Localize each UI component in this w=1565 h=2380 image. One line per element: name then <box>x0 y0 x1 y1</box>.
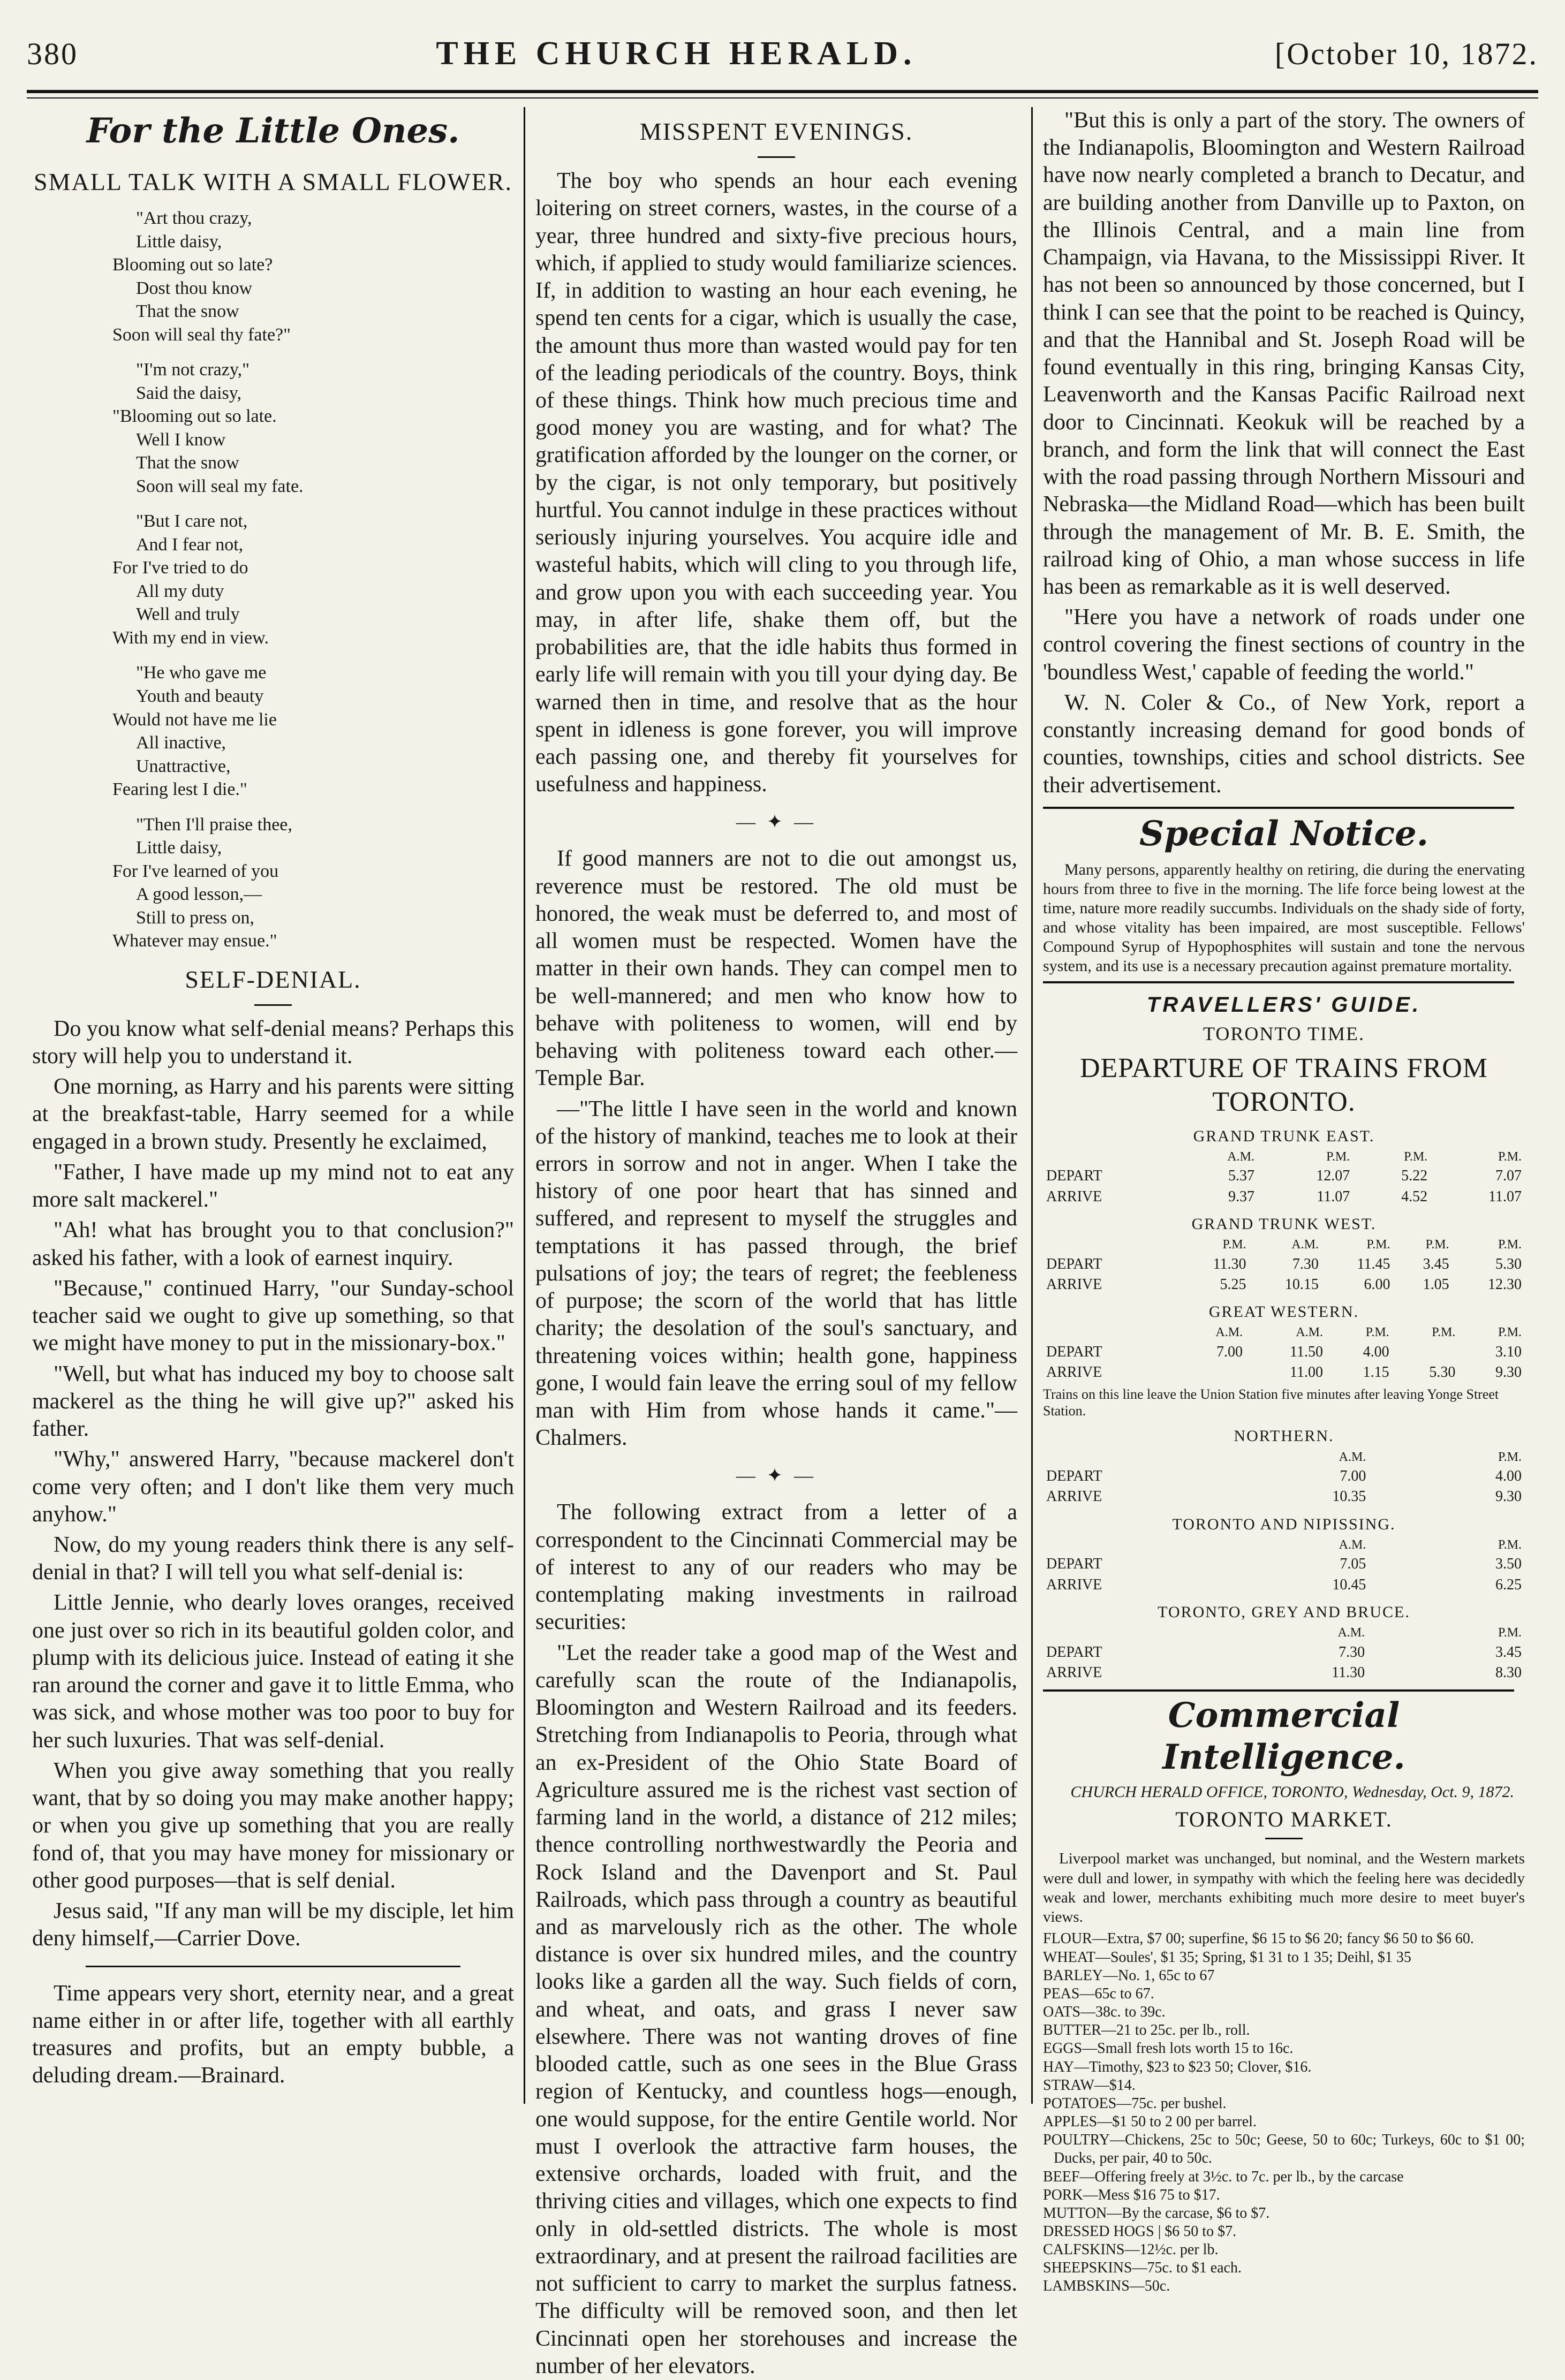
list-item: POULTRY—Chickens, 25c to 50c; Geese, 50 to 60c; Turkeys, 60c to $1 00; Ducks, per pair, 40 to 50c. <box>1043 2132 1525 2167</box>
time-cell: 7.30 <box>1339 1643 1365 1661</box>
timetable <box>1043 1236 1525 1295</box>
poem-line: "Art thou crazy, <box>136 208 252 229</box>
poem-line: Whatever may ensue." <box>112 931 277 951</box>
row-label: DEPART <box>1046 1255 1102 1272</box>
list-item: STRAW—$14. <box>1043 2076 1136 2094</box>
poem-line: Fearing lest I die." <box>112 779 247 800</box>
poem-line: And I fear not, <box>136 534 244 555</box>
article-paragraph: The following extract from a letter of a correspondent to the Cincinnati Commercial may be of interest to any of our readers who may be contemplating making investments in railroad securities: <box>535 1500 1017 1635</box>
poem-line: Soon will seal thy fate?" <box>112 324 291 345</box>
article-title-self-denial: SELF-DENIAL. <box>185 965 361 993</box>
table-row <box>1043 1275 1525 1295</box>
closing-quote: Time appears very short, eternity near, and a great name either in or after life, together with all earthly treasures and profits, but an empty bubble, a deluding dream.—Brainard. <box>32 1981 514 2088</box>
poem-line: Still to press on, <box>136 907 255 928</box>
time-header: P.M. <box>1222 1238 1246 1252</box>
time-header: P.M. <box>1498 1450 1522 1464</box>
market-title: TORONTO MARKET. <box>1175 1807 1393 1831</box>
railway-name: GRAND TRUNK WEST. <box>1191 1215 1377 1233</box>
list-item: WHEAT—Soules', $1 35; Spring, $1 31 to 1 35; Deihl, $1 35 <box>1043 1949 1411 1966</box>
column-1 <box>32 107 514 2104</box>
time-cell: 9.37 <box>1228 1188 1254 1205</box>
timetable-grand-trunk-west <box>1043 1215 1525 1295</box>
title-rule <box>254 1004 292 1006</box>
article-paragraph: Now, do my young readers think there is any self-denial in that? I will tell you what self-denial is: <box>32 1532 514 1585</box>
list-item: DRESSED HOGS | $6 50 to $7. <box>1043 2223 1237 2240</box>
table-row <box>1043 1187 1525 1207</box>
section-rule <box>1043 981 1514 983</box>
article-paragraph: When you give away something that you really want, that by so doing you may make another happy; or when you give up something that you are really fond of, that you may have money for missionary or other good purposes—that is self denial. <box>32 1758 514 1893</box>
poem-line: Blooming out so late? <box>112 255 273 275</box>
row-label: DEPART <box>1046 1468 1102 1485</box>
special-notice <box>1043 860 1525 976</box>
list-item: POTATOES—75c. per bushel. <box>1043 2095 1227 2112</box>
table-row <box>1043 1362 1525 1383</box>
list-item: BEEF—Offering freely at 3½c. to 7c. per lb., by the carcase <box>1043 2168 1404 2185</box>
ornament-divider: — ✦ — <box>736 810 817 832</box>
timetable <box>1043 1148 1525 1207</box>
market-intro: Liverpool market was unchanged, but nominal, and the Western markets were dull and lower, in sympathy with which the feeling here was decidedly weak and lower, merchants exhibiting much more desire to meet buyer's views. <box>1043 1850 1525 1926</box>
time-cell: 8.30 <box>1495 1664 1522 1681</box>
row-label: DEPART <box>1046 1643 1102 1661</box>
list-item: EGGS—Small fresh lots worth 15 to 16c. <box>1043 2040 1294 2057</box>
poem-stanza <box>112 813 514 953</box>
masthead-rule <box>27 90 1538 93</box>
time-cell: 12.07 <box>1316 1168 1350 1185</box>
article-paragraph: The boy who spends an hour each evening loitering on street corners, wastes, in the course of a year, three hundred and sixty-five precious hours, which, if applied to study would familiarize sciences. If, in addition to wasting an hour each evening, he spend ten cents for a cigar, which is usually the case, the amount thus more than wasted would pay for ten of the leading periodicals of the country. Boys, think of these things. Think how much precious time and good money you are wasting, and for what? The gratification afforded by the lounger on the corner, or by the cigar, is not only temporary, but positively hurtful. You cannot indulge in these practices without seriously injuring yourselves. You acquire idle and wasteful habits, which will cling to you through life, and grow upon you with each succeeding year. You may, in after life, shake them off, but the probabilities are, that the idle habits thus formed in early life will remain with you till your dying day. Be warned then in time, and resolve that as the hour spent in idleness is gone forever, you will improve each passing one, and thereby fit yourselves for usefulness and happiness. <box>535 169 1017 797</box>
list-item: BUTTER—21 to 25c. per lb., roll. <box>1043 2022 1250 2039</box>
time-cell: 1.05 <box>1423 1276 1449 1293</box>
railway-name: TORONTO, GREY AND BRUCE. <box>1158 1603 1410 1621</box>
time-cell: 5.22 <box>1401 1168 1428 1185</box>
time-header: P.M. <box>1404 1150 1428 1164</box>
table-row <box>1043 1166 1525 1186</box>
poem-line: Soon will seal my fate. <box>136 476 304 496</box>
list-item: BARLEY—No. 1, 65c to 67 <box>1043 1967 1215 1984</box>
article-paragraph: One morning, as Harry and his parents were sitting at the breakfast-table, Harry seemed for a while engaged in a brown study. Presently he exclaimed, <box>32 1074 514 1154</box>
poem-line: A good lesson,— <box>136 884 262 905</box>
poem-stanza <box>112 661 514 801</box>
time-header: P.M. <box>1498 1238 1522 1252</box>
poem-line: Would not have me lie <box>112 709 277 730</box>
row-label: ARRIVE <box>1046 1363 1102 1381</box>
poem-line: Said the daisy, <box>136 383 242 403</box>
column-divider <box>524 107 525 2104</box>
row-label: ARRIVE <box>1046 1188 1102 1205</box>
article-paragraph: "Because," continued Harry, "our Sunday-school teacher said we ought to give up something, so that we might have money to put in the missionary-box." <box>32 1276 514 1356</box>
table-row <box>1043 1575 1525 1595</box>
poem-stanza <box>112 358 514 498</box>
time-header: A.M. <box>1337 1626 1365 1640</box>
table-row <box>1043 1487 1525 1507</box>
poem-line: "He who gave me <box>136 663 267 683</box>
poem-line: All my duty <box>136 581 224 601</box>
railway-name: GREAT WESTERN. <box>1208 1302 1359 1321</box>
article-paragraph: If good manners are not to die out amongst us, reverence must be restored. The old must be honored, the weak must be deferred to, and most of all women must be respected. Women have the matter in their own hands. They can compel men to be well-mannered; and men who know how to behave with politeness to women, will end by behaving with politeness toward each other.—Temple Bar. <box>535 846 1017 1091</box>
article-paragraph: Little Jennie, who dearly loves oranges, received one just over so rich in its beautiful golden color, and plump with its delicious juice. Instead of eating it she ran around the corner and gave it to little Emma, who was sick, and whose mother was too poor to buy for her such luxuries. That was self-denial. <box>32 1590 514 1753</box>
poem-title: SMALL TALK WITH A SMALL FLOWER. <box>34 168 512 196</box>
time-cell <box>1178 1362 1246 1383</box>
time-cell: 7.00 <box>1340 1468 1366 1485</box>
time-header: P.M. <box>1498 1626 1522 1640</box>
time-cell: 3.45 <box>1423 1255 1449 1272</box>
poem-line: That the snow <box>136 301 239 322</box>
time-header: P.M. <box>1498 1150 1522 1164</box>
issue-date: [October 10, 1872. <box>1274 36 1538 71</box>
time-cell: 11.07 <box>1488 1188 1522 1205</box>
special-notice-text: Many persons, apparently healthy on retiring, die during the enervating hours from three to five in the morning. The life force being lowest at the time, nature more readily succumbs. Individuals on the shady side of forty, and whose vitality has been impaired, are most susceptible. Fellows' Compound Syrup of Hypophosphites will sustain and tone the nervous system, and its use is a necessary precaution against premature mortality. <box>1043 860 1525 975</box>
timetable-toronto-nipissing <box>1043 1515 1525 1595</box>
time-header: A.M. <box>1339 1450 1366 1464</box>
newspaper-title: THE CHURCH HERALD. <box>436 35 917 72</box>
time-cell: 10.35 <box>1332 1488 1366 1505</box>
time-header: P.M. <box>1432 1325 1456 1340</box>
time-cell: 5.37 <box>1228 1168 1254 1185</box>
departures-title: DEPARTURE OF TRAINS FROM TORONTO. <box>1079 1052 1488 1118</box>
time-cell: 11.50 <box>1290 1343 1323 1360</box>
poem-line: Dost thou know <box>136 278 253 298</box>
timetable-grand-trunk-east <box>1043 1127 1525 1207</box>
title-rule <box>1265 1838 1303 1839</box>
time-cell: 3.45 <box>1495 1643 1522 1661</box>
article-paragraph: "Father, I have made up my mind not to eat any more salt mackerel." <box>32 1159 514 1212</box>
time-header: P.M. <box>1366 1238 1390 1252</box>
timetable-header <box>1043 1449 1525 1466</box>
travellers-guide-title: TRAVELLERS' GUIDE. <box>1146 992 1422 1017</box>
time-header: A.M. <box>1291 1238 1319 1252</box>
time-header: A.M. <box>1227 1150 1254 1164</box>
title-rule <box>758 156 795 158</box>
dateline: CHURCH HERALD OFFICE, TORONTO, Wednesday, Oct. 9, 1872. <box>1070 1783 1514 1801</box>
time-cell: 1.15 <box>1363 1363 1389 1381</box>
time-cell: 3.10 <box>1495 1343 1522 1360</box>
timetable <box>1043 1624 1525 1683</box>
timetable-header <box>1043 1324 1525 1341</box>
article-paragraph: —"The little I have seen in the world and known of the history of mankind, teaches me to look at their errors in sorrow and not in anger. When I take the history of one poor heart that has sinned and suffered, and represent to myself the struggles and temptations it has passed through, the brief pulsations of joy; the tears of regret; the feebleness of purpose; the scorn of the world that has little charity; the desolation of the soul's sanctuary, and threatening voices within; health gone, happiness gone, I would fain leave the erring soul of my fellow man with Him from whose hands it came."—Chalmers. <box>535 1096 1017 1451</box>
time-header: P.M. <box>1498 1325 1522 1340</box>
time-cell: 11.07 <box>1317 1188 1350 1205</box>
table-row <box>1043 1663 1525 1683</box>
article-paragraph: "Why," answered Harry, "because mackerel don't come very often; and I don't like them very much anyhow." <box>32 1447 514 1527</box>
article-paragraph: "But this is only a part of the story. The owners of the Indianapolis, Bloomington and Western Railroad have now nearly completed a branch to Decatur, and are building another from Danville up to Paxton, on the Illinois Central, and a main line from Champaign, via Havana, to the Mississippi River. It has not been so announced by those concerned, but I think I can see that the point to be reached is Quincy, and that the Hannibal and St. Joseph Road will be found eventually in this ring, bringing Kansas City, Leavenworth and the Kansas Pacific Railroad next door to Cincinnati. Keokuk will be reached by a branch, and form the link that will connect the East with the road passing through Northern Missouri and Nebraska—the Midland Road—which has been built through the management of Mr. B. E. Smith, the railroad king of Ohio, a man whose success in life has been as remarkable as it is well deserved. <box>1043 108 1525 599</box>
timetable-note: Trains on this line leave the Union Station five minutes after leaving Yonge Street Station. <box>1043 1386 1499 1419</box>
row-label: ARRIVE <box>1046 1276 1102 1293</box>
row-label: DEPART <box>1046 1343 1102 1360</box>
list-item: MUTTON—By the carcase, $6 to $7. <box>1043 2204 1270 2222</box>
article-paragraph: W. N. Coler & Co., of New York, report a constantly increasing demand for good bonds of counties, townships, cities and school districts. See their advertisement. <box>1043 690 1525 798</box>
column-3 <box>1043 107 1525 2295</box>
article-paragraph: "Ah! what has brought you to that conclusion?" asked his father, with a look of earnest inquiry. <box>32 1218 514 1270</box>
timetable <box>1043 1324 1525 1383</box>
time-cell: 7.00 <box>1216 1343 1243 1360</box>
time-cell: 11.30 <box>1332 1664 1365 1681</box>
list-item: OATS—38c. to 39c. <box>1043 2004 1166 2021</box>
list-item: CALFSKINS—12½c. per lb. <box>1043 2241 1219 2258</box>
time-cell: 9.30 <box>1495 1488 1522 1505</box>
poem-line: That the snow <box>136 453 239 473</box>
time-cell: 5.25 <box>1220 1276 1246 1293</box>
row-label: DEPART <box>1046 1168 1102 1185</box>
time-cell: 4.00 <box>1495 1468 1522 1485</box>
article-paragraph: Do you know what self-denial means? Perhaps this story will help you to understand it. <box>32 1016 514 1068</box>
time-cell <box>1393 1342 1459 1362</box>
poem-line: "I'm not crazy," <box>136 360 250 380</box>
commercial-intelligence-heading: Commercial Intelligence. <box>1162 1695 1405 1777</box>
poem-line: Well I know <box>136 429 226 450</box>
timetable-header <box>1043 1624 1525 1642</box>
article-separator <box>86 1966 460 1967</box>
railway-name: NORTHERN. <box>1234 1427 1334 1445</box>
time-cell: 5.30 <box>1429 1363 1456 1381</box>
timetable-toronto-grey-bruce <box>1043 1603 1525 1683</box>
time-cell: 3.50 <box>1495 1556 1522 1573</box>
article-paragraph: "Well, but what has induced my boy to choose salt mackerel as the thing he will give up?" asked his father. <box>32 1361 514 1442</box>
poem-line: All inactive, <box>136 733 226 753</box>
time-header: P.M. <box>1326 1150 1350 1164</box>
time-cell: 6.00 <box>1364 1276 1390 1293</box>
time-cell: 5.30 <box>1495 1255 1522 1272</box>
poem-line: Little daisy, <box>136 838 222 858</box>
table-row <box>1043 1554 1525 1574</box>
row-label: DEPART <box>1046 1556 1102 1573</box>
section-rule <box>1043 1689 1514 1692</box>
time-cell: 11.30 <box>1213 1255 1246 1272</box>
time-cell: 10.45 <box>1332 1576 1366 1593</box>
time-cell: 11.45 <box>1357 1255 1390 1272</box>
timetable-header <box>1043 1236 1525 1254</box>
time-cell: 11.00 <box>1290 1363 1323 1381</box>
time-cell: 10.15 <box>1284 1276 1319 1293</box>
article-paragraph: "Here you have a network of roads under one control covering the finest sections of country in the 'boundless West,' capable of feeding the world." <box>1043 605 1525 685</box>
timetable-northern <box>1043 1427 1525 1507</box>
railway-name: TORONTO AND NIPISSING. <box>1172 1515 1396 1533</box>
timetable-header <box>1043 1148 1525 1166</box>
special-notice-heading: Special Notice. <box>1139 813 1429 854</box>
row-label: ARRIVE <box>1046 1488 1102 1505</box>
list-item: APPLES—$1 50 to 2 00 per barrel. <box>1043 2113 1257 2131</box>
time-cell: 7.30 <box>1292 1255 1319 1272</box>
poem-line: Unattractive, <box>136 756 231 776</box>
list-item: SHEEPSKINS—75c. to $1 each. <box>1043 2260 1242 2277</box>
table-row <box>1043 1466 1525 1487</box>
list-item: LAMBSKINS—50c. <box>1043 2278 1170 2295</box>
time-cell: 4.00 <box>1363 1343 1389 1360</box>
time-header: P.M. <box>1498 1538 1522 1552</box>
poem-stanza <box>112 207 514 346</box>
timetable-great-western <box>1043 1302 1525 1420</box>
timetable <box>1043 1536 1525 1595</box>
table-row <box>1043 1254 1525 1275</box>
poem-line: "Blooming out so late. <box>112 406 277 427</box>
page-number: 380 <box>27 36 78 71</box>
row-label: ARRIVE <box>1046 1664 1102 1681</box>
article-paragraph: Jesus said, "If any man will be my disciple, let him deny himself,—Carrier Dove. <box>32 1899 514 1951</box>
poem-line: Youth and beauty <box>136 686 264 706</box>
ornament-divider: — ✦ — <box>736 1464 817 1486</box>
table-row <box>1043 1342 1525 1362</box>
column-divider <box>1031 107 1033 2104</box>
poem-line: "Then I'll praise thee, <box>136 814 292 835</box>
masthead <box>27 21 1538 86</box>
time-cell: 12.30 <box>1488 1276 1522 1293</box>
poem-line: For I've tried to do <box>112 558 248 578</box>
list-item: PEAS—65c to 67. <box>1043 1985 1154 2002</box>
time-cell: 4.52 <box>1401 1188 1428 1205</box>
article-paragraph: "Let the reader take a good map of the West and carefully scan the route of the Indianapolis, Bloomington and Western Railroad and its feeders. Stretching from Indianapolis to Peoria, through what an ex-President of the Ohio State Board of Agriculture assured me is the richest vast section of farming land in the world, a distance of 212 miles; thence controlling northwestwardly the Peoria and Rock Island and the Davenport and St. Paul Railroads, which pass through a country as beautiful and as marvelously rich as the other. The whole distance is over six hundred miles, and the country looks like a garden all the way. Such fields of corn, and wheat, and oats, and grass I never saw elsewhere. There was not wanting droves of fine blooded cattle, such as one sees in the Blue Grass region of Kentucky, and countless hogs—enough, one would suppose, for the entire Gentile world. Nor must I overlook the attractive farm houses, the extensive orchards, loaded with fruit, and the thriving cities and villages, which one expects to find only in old-settled districts. The whole is most extraordinary, and at present the railroad facilities are not sufficient to carry to market the surplus fatness. The difficulty will be removed soon, and then let Cincinnati open her storehouses and increase the number of her elevators. <box>535 1640 1017 2378</box>
timetable <box>1043 1449 1525 1507</box>
masthead-rule-thin <box>27 97 1538 98</box>
poem <box>112 207 514 952</box>
column-2 <box>535 107 1017 2378</box>
poem-line: Well and truly <box>136 604 240 625</box>
time-cell: 7.07 <box>1495 1168 1522 1185</box>
poem-line: "But I care not, <box>136 511 248 532</box>
section-heading-little-ones: For the Little Ones. <box>86 111 460 151</box>
time-header: P.M. <box>1365 1325 1389 1340</box>
toronto-time: TORONTO TIME. <box>1203 1022 1365 1044</box>
time-header: P.M. <box>1425 1238 1449 1252</box>
row-label: ARRIVE <box>1046 1576 1102 1593</box>
timetable-header <box>1043 1536 1525 1554</box>
time-cell: 7.05 <box>1340 1556 1366 1573</box>
time-header: A.M. <box>1215 1325 1243 1340</box>
table-row <box>1043 1642 1525 1663</box>
article-title-misspent-evenings: MISSPENT EVENINGS. <box>639 118 913 145</box>
poem-line: For I've learned of you <box>112 861 279 881</box>
poem-stanza <box>112 510 514 649</box>
list-item: HAY—Timothy, $23 to $23 50; Clover, $16. <box>1043 2058 1312 2075</box>
time-header: A.M. <box>1339 1538 1366 1552</box>
poem-line: Little daisy, <box>136 231 222 252</box>
time-header: A.M. <box>1296 1325 1323 1340</box>
list-item: FLOUR—Extra, $7 00; superfine, $6 15 to $6 20; fancy $6 50 to $6 60. <box>1043 1930 1474 1947</box>
market-report <box>1043 1849 1525 2295</box>
time-cell: 6.25 <box>1495 1576 1522 1593</box>
section-rule <box>1043 807 1514 809</box>
list-item: PORK—Mess $16 75 to $17. <box>1043 2186 1220 2203</box>
poem-line: With my end in view. <box>112 627 269 648</box>
railway-name: GRAND TRUNK EAST. <box>1193 1127 1375 1145</box>
time-cell: 9.30 <box>1495 1363 1522 1381</box>
